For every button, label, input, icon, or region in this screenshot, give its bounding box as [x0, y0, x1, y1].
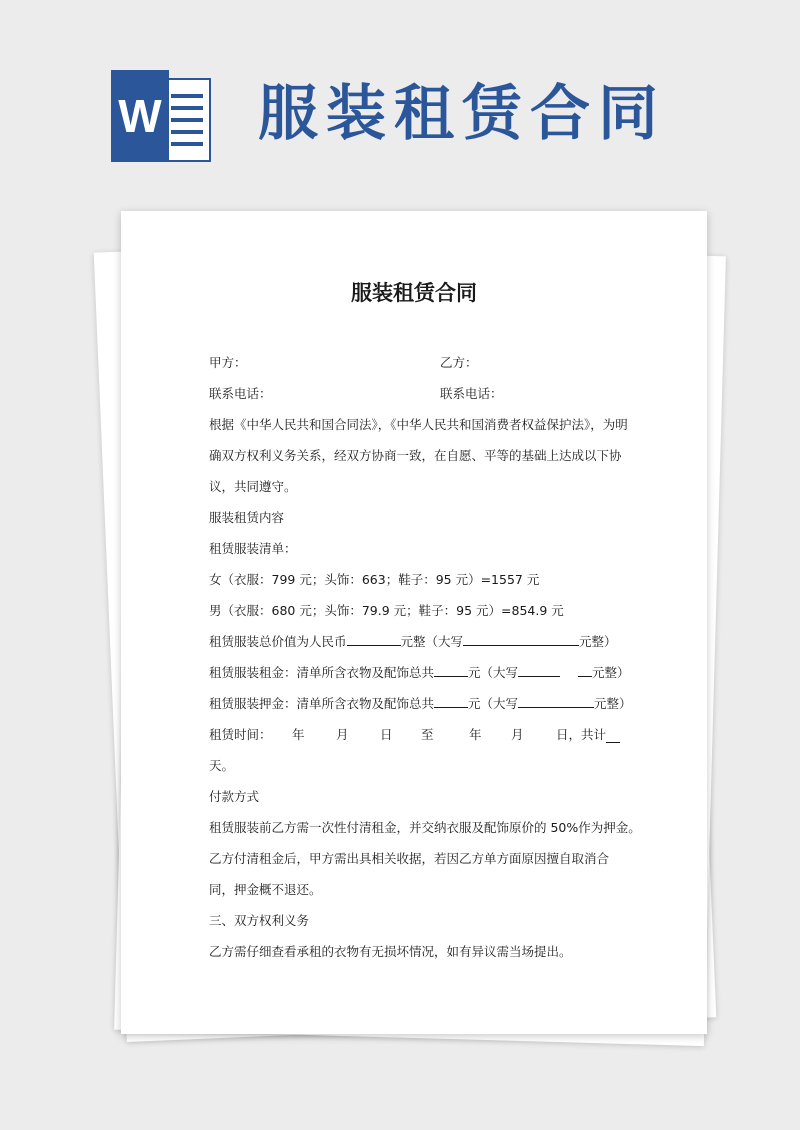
blank-line	[434, 664, 468, 677]
term-year: 年	[292, 727, 305, 742]
rent-mid: 元（大写	[468, 665, 519, 680]
phone-row	[209, 378, 629, 409]
rent-line	[209, 657, 629, 688]
word-icon-line	[171, 142, 203, 146]
party-b-label: 乙方：	[440, 355, 478, 370]
total-value-prefix: 租赁服装总价值为人民币	[209, 634, 347, 649]
term-line	[209, 719, 629, 750]
document-body	[209, 347, 641, 967]
term-month-end: 月	[511, 727, 524, 742]
deposit-prefix: 租赁服装押金：清单所含衣物及配饰总共	[209, 696, 435, 711]
rent-suffix: 元整）	[592, 665, 630, 680]
word-icon-line	[171, 106, 203, 110]
deposit-suffix: 元整）	[594, 696, 632, 711]
banner-title: 服装租赁合同	[258, 79, 666, 149]
party-a-label: 甲方：	[209, 355, 247, 370]
word-icon-line	[171, 94, 203, 98]
term-day-total: 日，共计	[556, 727, 607, 742]
blank-line	[347, 633, 401, 646]
section-heading: 付款方式	[209, 789, 260, 804]
blank-line	[606, 730, 620, 743]
term-year-end: 年	[469, 727, 482, 742]
payment-paragraph: 乙方付清租金后，甲方需出具相关收据，若因乙方单方面原因擅自取消合同，押金概不退还。	[209, 851, 610, 897]
deposit-line	[209, 688, 632, 719]
intro-paragraph: 根据《中华人民共和国合同法》，《中华人民共和国消费者权益保护法》，为明确双方权利义务关系，经双方协商一致，在自愿、平等的基础上达成以下协议，共同遵守。	[209, 417, 628, 494]
total-value-line	[209, 626, 629, 657]
blank-line	[463, 633, 579, 646]
blank-line	[434, 695, 468, 708]
female-costume-line: 女（衣服：799 元；头饰：663；鞋子：95 元）=1557 元	[209, 572, 540, 587]
rent-prefix: 租赁服装租金：清单所含衣物及配饰总共	[209, 665, 435, 680]
term-day: 日	[380, 727, 393, 742]
list-label: 租赁服装清单：	[209, 541, 297, 556]
payment-paragraph: 租赁服装前乙方需一次性付清租金，并交纳衣服及配饰原价的 50%作为押金。	[209, 820, 641, 835]
term-to: 至	[421, 727, 434, 742]
male-costume-line: 男（衣服：680 元；头饰：79.9 元；鞋子：95 元）=854.9 元	[209, 603, 564, 618]
section-heading: 服装租赁内容	[209, 510, 285, 525]
total-value-mid: 元整（大写	[400, 634, 464, 649]
word-icon-line	[171, 130, 203, 134]
term-day-unit: 天。	[209, 758, 235, 773]
party-row	[209, 347, 629, 378]
blank-line	[518, 664, 560, 677]
blank-line	[578, 664, 592, 677]
term-label: 租赁时间：	[209, 727, 272, 742]
phone-a-label: 联系电话：	[209, 386, 272, 401]
term-month: 月	[336, 727, 349, 742]
word-icon-badge: W	[111, 70, 169, 162]
section-heading: 三、双方权利义务	[209, 913, 310, 928]
document-page	[121, 211, 707, 1034]
deposit-mid: 元（大写	[468, 696, 519, 711]
phone-b-label: 联系电话：	[440, 386, 503, 401]
total-value-suffix: 元整）	[579, 634, 617, 649]
banner	[0, 0, 800, 200]
blank-line	[518, 695, 594, 708]
word-icon-line	[171, 118, 203, 122]
document-title: 服装租赁合同	[351, 281, 477, 305]
word-icon	[111, 70, 211, 162]
rights-paragraph: 乙方需仔细查看承租的衣物有无损坏情况，如有异议需当场提出。	[209, 944, 572, 959]
